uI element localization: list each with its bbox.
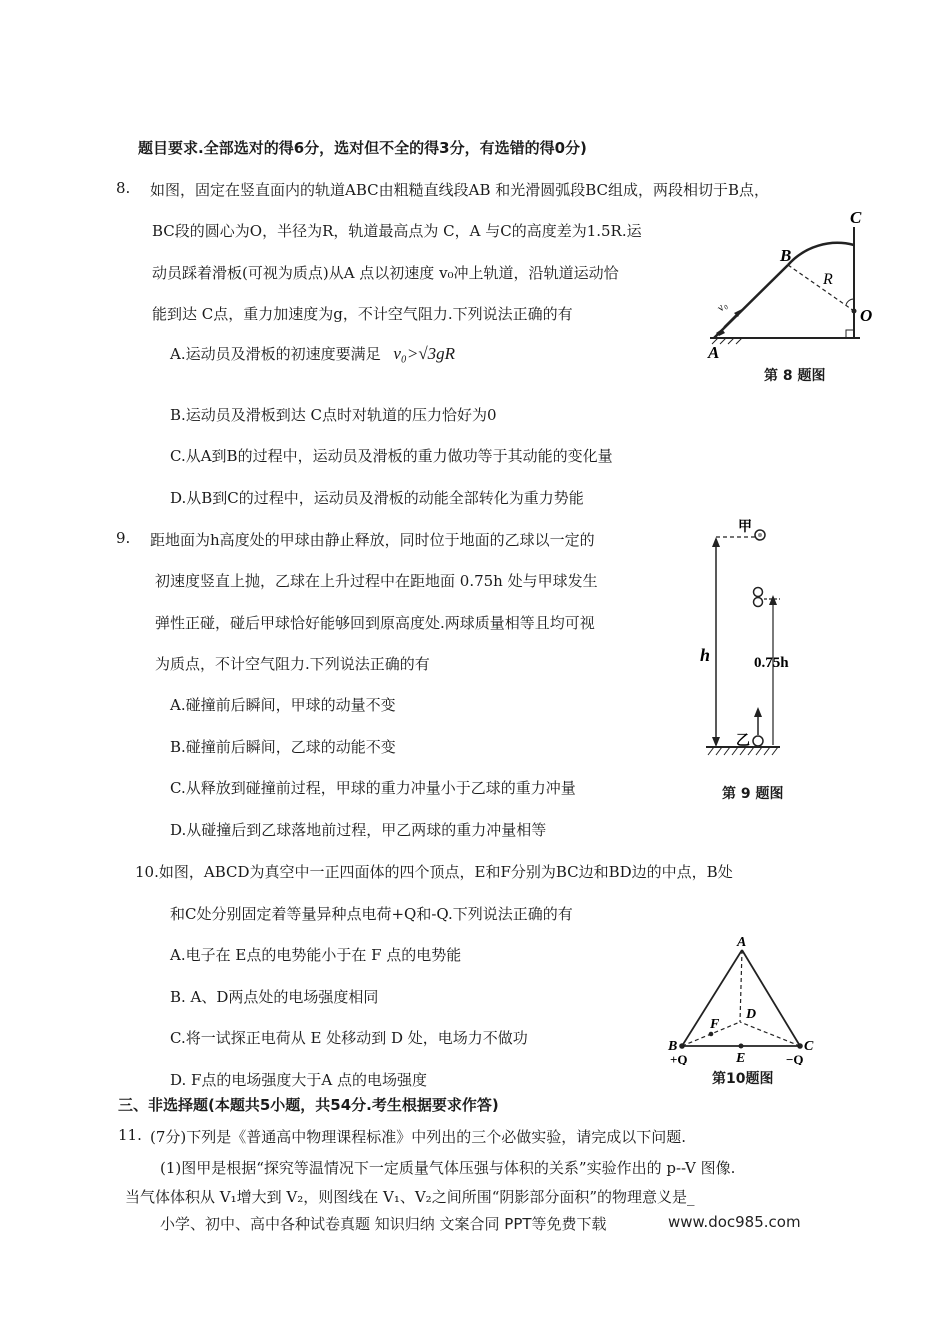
q10-stem-line1: 10.如图，ABCD为真空中一正四面体的四个顶点，E和F分别为BC边和BD边的中点，B处 <box>135 863 733 881</box>
q8-stem-line1: 如图，固定在竖直面内的轨道ABC由粗糙直线段AB 和光滑圆弧段BC组成，两段相切于B点， <box>150 181 770 199</box>
q10-label-a: A <box>737 935 747 950</box>
q10-label-plus-q: +Q <box>670 1052 688 1065</box>
q9-number: 9. <box>116 529 131 547</box>
q9-stem-line2: 初速度竖直上抛，乙球在上升过程中在距地面 0.75h 处与甲球发生 <box>155 572 598 590</box>
q9-stem-line4: 为质点，不计空气阻力.下列说法正确的有 <box>155 655 430 673</box>
q8-option-a-text: A.运动员及滑板的初速度要满足 <box>170 345 381 363</box>
q10-stem-line2: 和C处分别固定着等量异种点电荷+Q和-Q.下列说法正确的有 <box>170 905 573 923</box>
q8-stem-line2: BC段的圆心为O，半径为R，轨道最高点为 C，A 与C的高度差为1.5R.运 <box>152 222 642 240</box>
q9-label-h: h <box>700 645 711 665</box>
q8-label-a: A <box>708 343 720 362</box>
q10-option-a: A.电子在 E点的电势能小于在 F 点的电势能 <box>170 946 462 964</box>
q9-figure <box>700 515 810 760</box>
q10-option-b: B. A、D两点处的电场强度相同 <box>170 988 379 1006</box>
footer-url[interactable]: www.doc985.com <box>668 1213 801 1231</box>
q9-stem-line3: 弹性正碰，碰后甲球恰好能够回到原高度处.两球质量相等且均可视 <box>155 614 595 632</box>
q10-label-d: D <box>746 1007 757 1022</box>
q9-option-b: B.碰撞前后瞬间，乙球的动能不变 <box>170 738 396 756</box>
q9-option-a: A.碰撞前后瞬间，甲球的动量不变 <box>170 696 396 714</box>
q8-option-a <box>170 343 455 364</box>
q10-label-f: F <box>710 1017 720 1032</box>
q9-stem-line1: 距地面为h高度处的甲球由静止释放，同时位于地面的乙球以一定的 <box>150 531 595 549</box>
q10-figure-caption: 第10题图 <box>712 1071 774 1087</box>
section-3-heading: 三、非选择题(本题共5小题，共54分.考生根据要求作答) <box>118 1096 499 1114</box>
q8-stem-line4: 能到达 C点，重力加速度为g，不计空气阻力.下列说法正确的有 <box>152 305 573 323</box>
q9-option-c: C.从释放到碰撞前过程，甲球的重力冲量小于乙球的重力冲量 <box>170 779 576 797</box>
q8-label-b: B <box>780 246 792 265</box>
q10-label-e: E <box>736 1051 746 1065</box>
q8-option-d: D.从B到C的过程中，运动员及滑板的动能全部转化为重力势能 <box>170 489 584 507</box>
q10-figure <box>662 930 822 1065</box>
q10-label-c: C <box>804 1039 814 1054</box>
q11-part1-line2: 当气体体积从 V₁增大到 V₂，则图线在 V₁、V₂之间所围“阴影部分面积”的物理意义是_ <box>125 1188 695 1206</box>
q9-label-075h: 0.75h <box>754 655 789 671</box>
q8-option-c: C.从A到B的过程中，运动员及滑板的重力做功等于其动能的变化量 <box>170 447 613 465</box>
q8-label-r: R <box>823 271 833 288</box>
q10-label-b: B <box>668 1039 678 1054</box>
q8-label-c: C <box>850 208 862 227</box>
q8-label-v0: v₀ <box>714 299 730 314</box>
q8-figure <box>700 205 890 390</box>
q10-option-c: C.将一试探正电荷从 E 处移动到 D 处，电场力不做功 <box>170 1029 528 1047</box>
q11-part1-line1: (1)图甲是根据“探究等温情况下一定质量气体压强与体积的关系”实验作出的 p--V 图像. <box>160 1159 736 1177</box>
q8-option-b: B.运动员及滑板到达 C点时对轨道的压力恰好为0 <box>170 406 497 424</box>
q10-option-d: D. F点的电场强度大于A 点的电场强度 <box>170 1071 428 1089</box>
q10-label-minus-q: −Q <box>786 1052 804 1065</box>
q8-stem-line3: 动员踩着滑板(可视为质点)从A 点以初速度 v₀冲上轨道，沿轨道运动恰 <box>152 264 619 282</box>
q9-label-jia: 甲 <box>738 520 752 535</box>
q9-option-d: D.从碰撞后到乙球落地前过程，甲乙两球的重力冲量相等 <box>170 821 547 839</box>
q8-option-a-formula: v₀>√3gR <box>393 344 456 363</box>
footer-text: 小学、初中、高中各种试卷真题 知识归纳 文案合同 PPT等免费下载 <box>160 1215 607 1233</box>
q11-number: 11. <box>118 1126 142 1144</box>
q8-figure-caption: 第 8 题图 <box>764 368 826 384</box>
q8-number: 8. <box>116 179 131 197</box>
scoring-note: 题目要求.全部选对的得6分，选对但不全的得3分，有选错的得0分) <box>138 139 587 157</box>
q8-label-o: O <box>860 306 873 325</box>
q9-figure-caption: 第 9 题图 <box>722 786 784 802</box>
q11-stem: (7分)下列是《普通高中物理课程标准》中列出的三个必做实验，请完成以下问题. <box>150 1128 687 1146</box>
q9-label-yi: 乙 <box>736 734 750 749</box>
